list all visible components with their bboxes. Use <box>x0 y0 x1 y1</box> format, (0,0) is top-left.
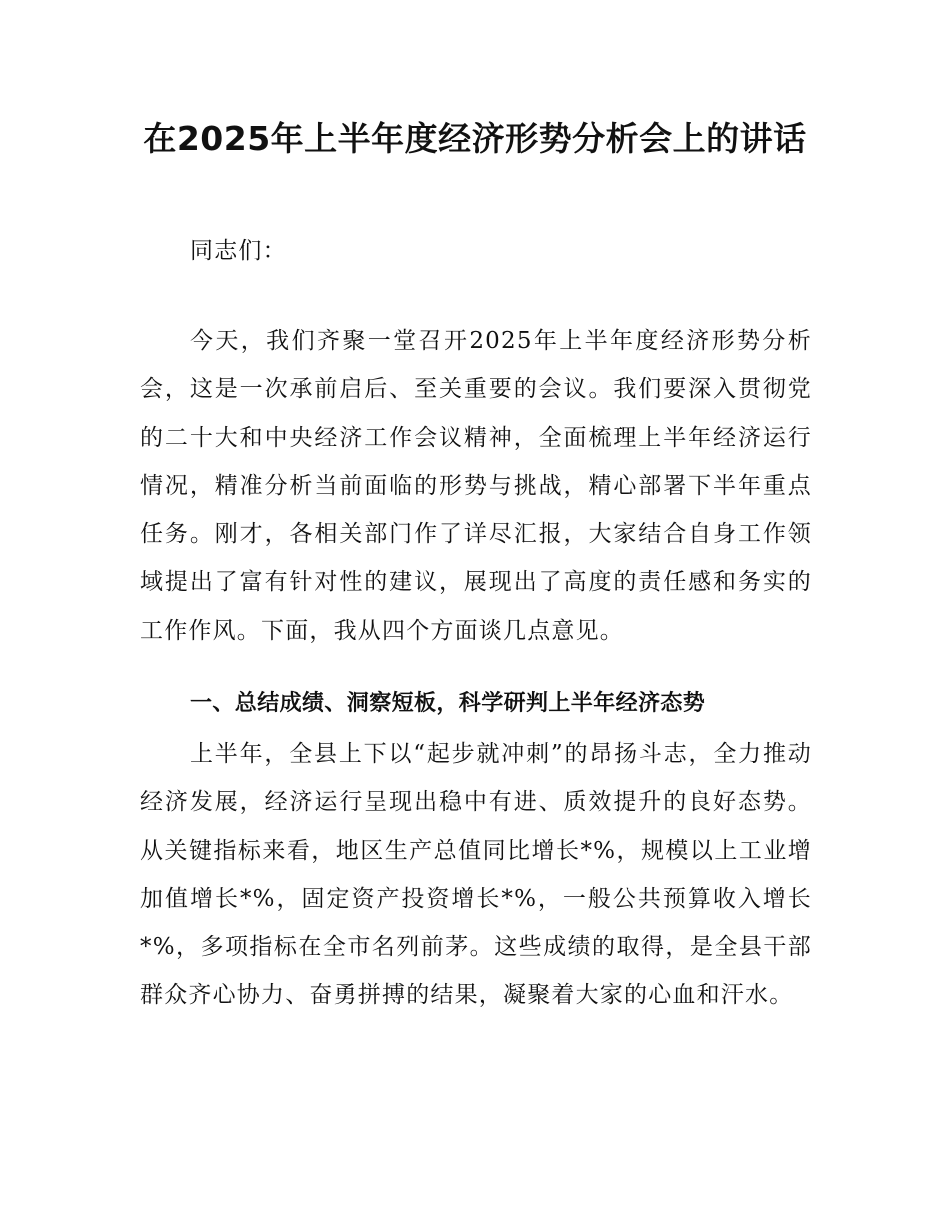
paragraph-achievements: 上半年，全县上下以“起步就冲刺”的昂扬斗志，全力推动经济发展，经济运行呈现出稳中有进、质效提升的良好态势。从关键指标来看，地区生产总值同比增长*%，规模以上工业增加值增长*%，固定资产投资增长*%，一般公共预算收入增长*%，多项指标在全市名列前茅。这些成绩的取得，是全县干部群众齐心协力、奋勇拼搏的结果，凝聚着大家的心血和汗水。 <box>140 741 812 1009</box>
section-heading-1: 一、总结成绩、洞察短板，科学研判上半年经济态势 <box>190 691 706 716</box>
greeting: 同志们： <box>190 238 287 264</box>
paragraph-opening: 今天，我们齐聚一堂召开2025年上半年度经济形势分析会，这是一次承前启后、至关重要的会议。我们要深入贯彻党的二十大和中央经济工作会议精神，全面梳理上半年经济运行情况，精准分析当前面临的形势与挑战，精心部署下半年重点任务。刚才，各相关部门作了详尽汇报，大家结合自身工作领域提出了富有针对性的建议，展现出了高度的责任感和务实的工作作风。下面，我从四个方面谈几点意见。 <box>140 328 812 644</box>
document-title: 在2025年上半年度经济形势分析会上的讲话 <box>143 119 807 158</box>
